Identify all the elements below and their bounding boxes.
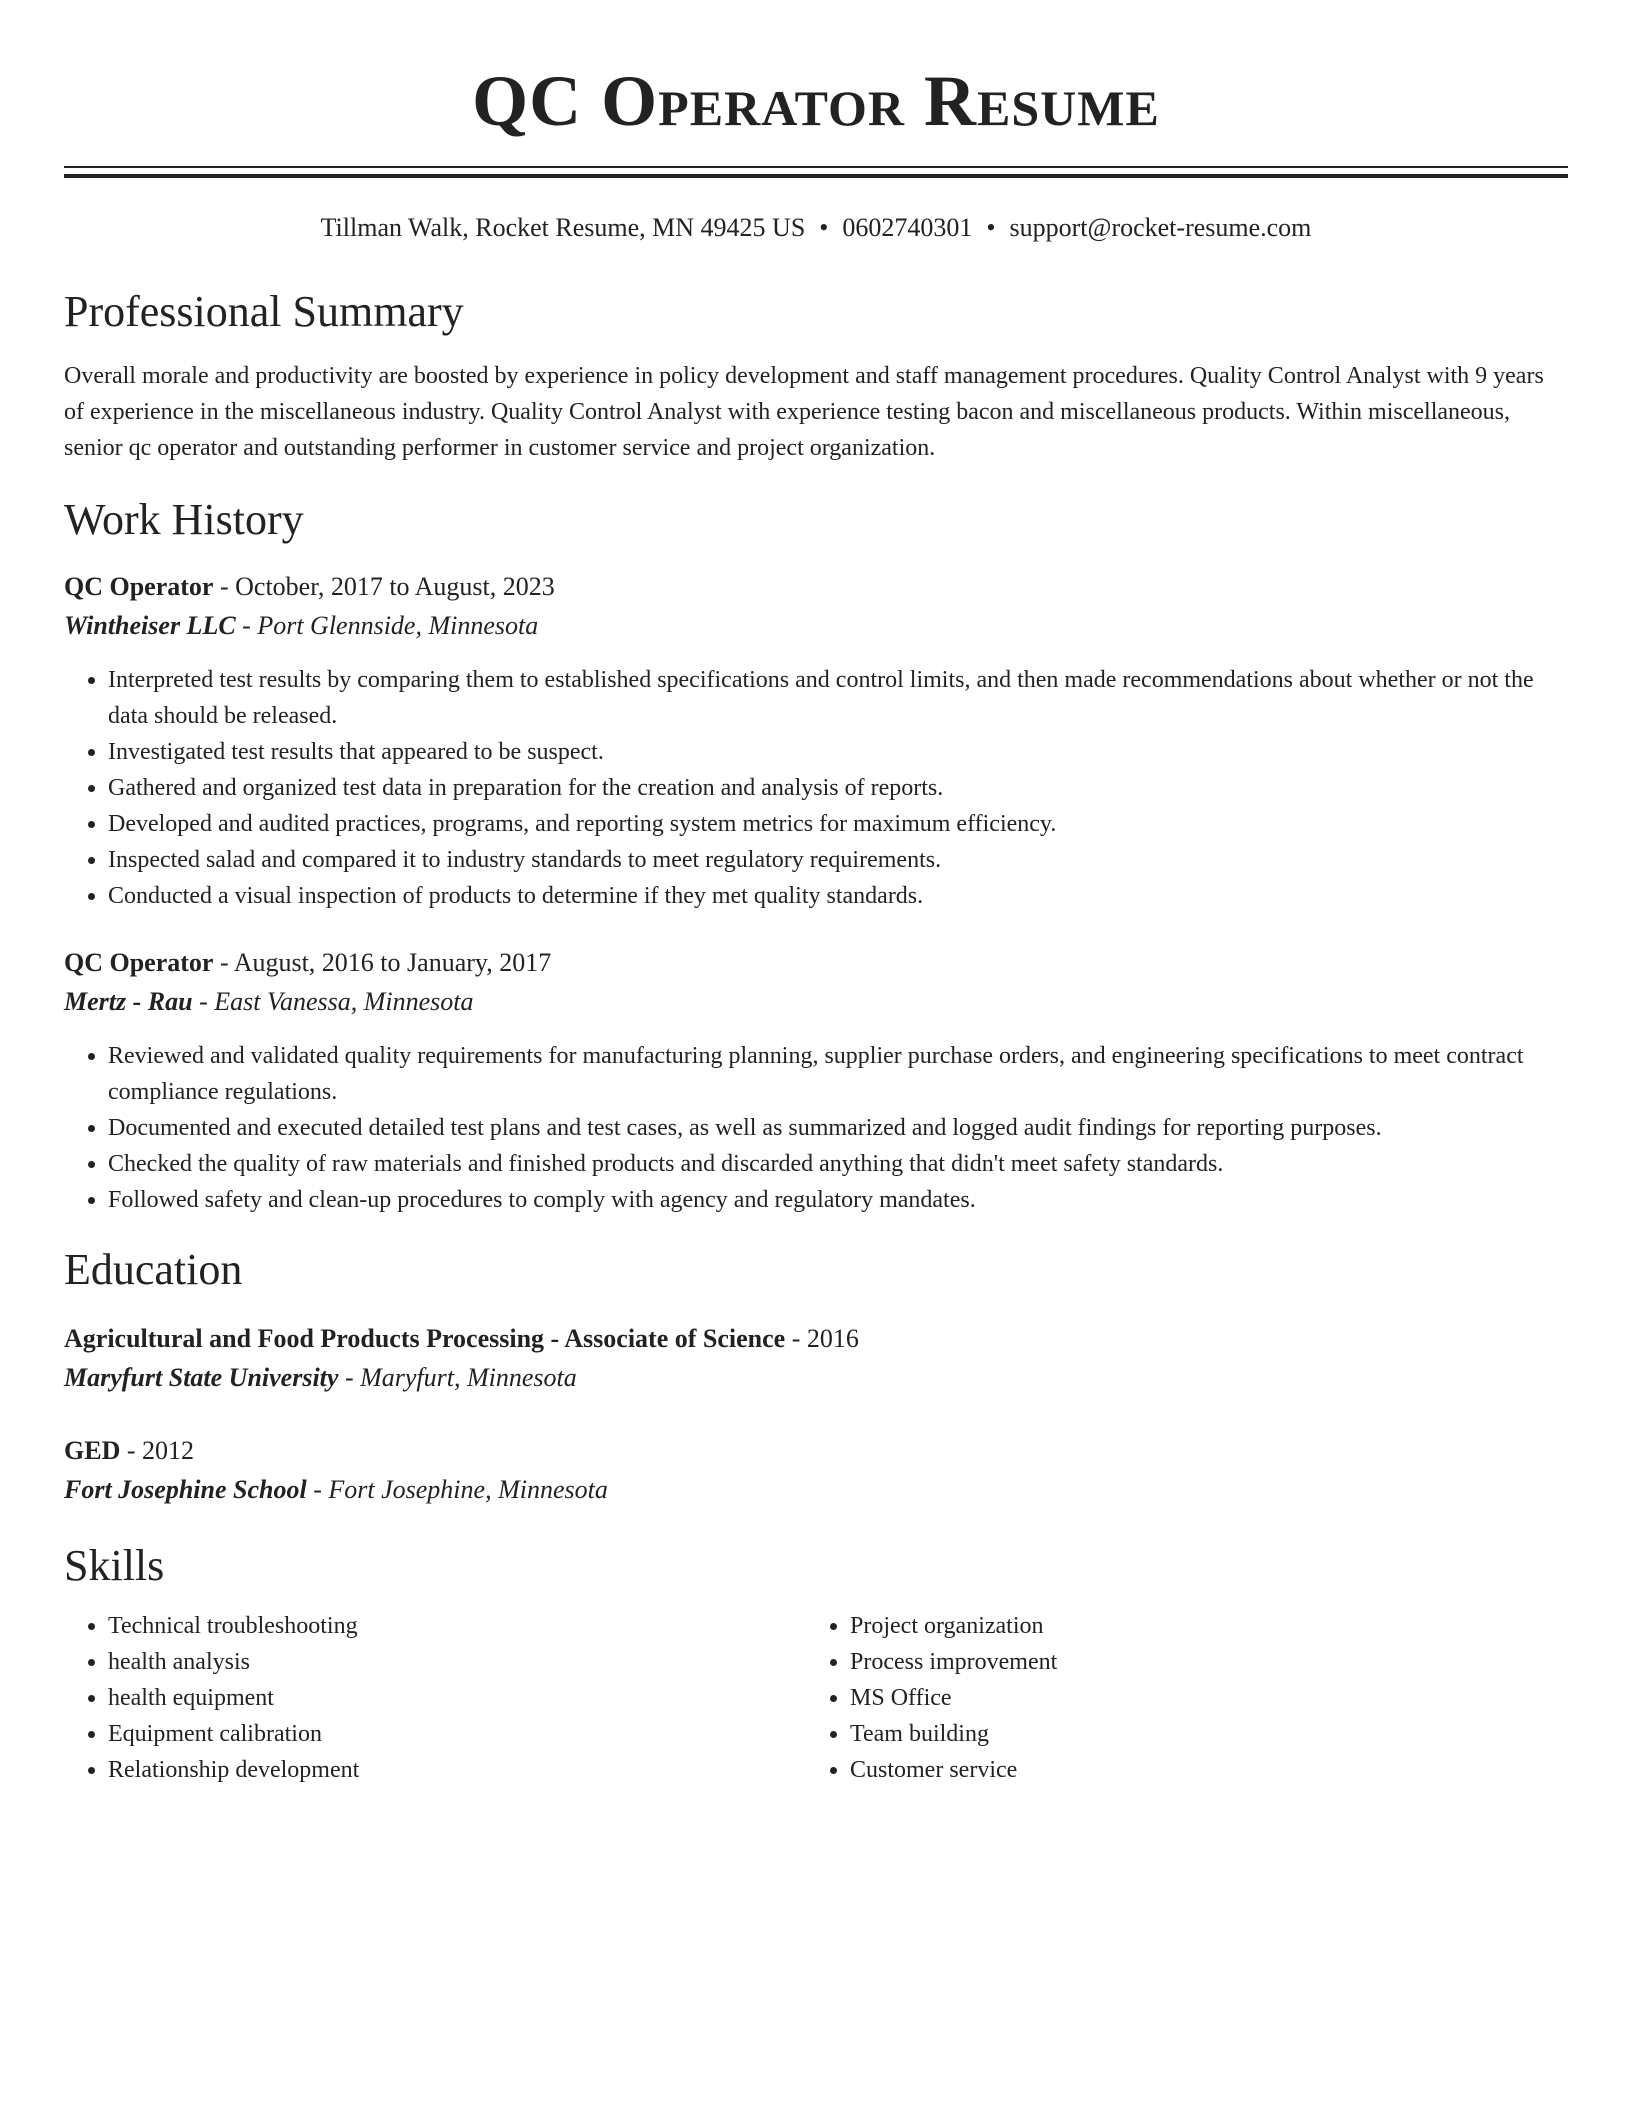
list-item: • Process improvement xyxy=(850,1644,1548,1680)
section-heading-education: Education xyxy=(64,1245,243,1294)
list-item: • health equipment xyxy=(108,1680,806,1716)
job-title: QC Operator xyxy=(64,948,214,977)
job-bullets xyxy=(64,662,1568,914)
contact-address: Tillman Walk, Rocket Resume, MN 49425 US xyxy=(320,213,806,242)
list-item: • Inspected salad and compared it to industry standards to meet regulatory requirements. xyxy=(108,842,1568,878)
education-degree-line xyxy=(64,1432,1568,1470)
education-degree: GED xyxy=(64,1436,121,1465)
job-title: QC Operator xyxy=(64,572,214,601)
education-entry xyxy=(64,1432,1568,1510)
education-year: - 2016 xyxy=(785,1324,859,1353)
job-dates: - August, 2016 to January, 2017 xyxy=(213,948,552,977)
job-company: Wintheiser LLC xyxy=(64,611,236,640)
list-item: • Customer service xyxy=(850,1752,1548,1788)
contact-separator: • xyxy=(986,213,996,242)
education-school: Maryfurt State University xyxy=(64,1363,339,1392)
job-company: Mertz - Rau xyxy=(64,987,193,1016)
list-item: • Checked the quality of raw materials and finished products and discarded anything that didn't meet safety standards. xyxy=(108,1146,1568,1182)
list-item: • Documented and executed detailed test plans and test cases, as well as summarized and logged audit findings for reporting purposes. xyxy=(108,1110,1568,1146)
list-item: • Interpreted test results by comparing them to established specifications and control limits, and then made recommendations about whether or not the data should be released. xyxy=(108,662,1568,734)
job-company-line xyxy=(64,982,1568,1022)
list-item: • Technical troubleshooting xyxy=(108,1608,806,1644)
education-location: - Fort Josephine, Minnesota xyxy=(306,1475,608,1504)
education-year: - 2012 xyxy=(120,1436,195,1465)
list-item: • Project organization xyxy=(850,1608,1548,1644)
section-heading-work-history: Work History xyxy=(64,495,304,544)
contact-separator: • xyxy=(819,213,829,242)
list-item: • health analysis xyxy=(108,1644,806,1680)
title-divider xyxy=(64,166,1568,178)
education-degree-line xyxy=(64,1320,1568,1358)
job-location: - Port Glennside, Minnesota xyxy=(235,611,539,640)
list-item: • Relationship development xyxy=(108,1752,806,1788)
page-title: QC Operator Resume xyxy=(472,61,1160,141)
list-item: • Followed safety and clean-up procedures to comply with agency and regulatory mandates. xyxy=(108,1182,1568,1218)
list-item: • MS Office xyxy=(850,1680,1548,1716)
list-item: • Equipment calibration xyxy=(108,1716,806,1752)
job-title-line xyxy=(64,568,1568,606)
education-degree: Agricultural and Food Products Processing - Associate of Science xyxy=(64,1324,786,1353)
section-heading-summary: Professional Summary xyxy=(64,287,464,336)
list-item: • Investigated test results that appeared to be suspect. xyxy=(108,734,1568,770)
skills-list-left xyxy=(64,1608,806,1788)
list-item: • Gathered and organized test data in preparation for the creation and analysis of reports. xyxy=(108,770,1568,806)
job-bullets xyxy=(64,1038,1568,1218)
education-school: Fort Josephine School xyxy=(64,1475,307,1504)
list-item: • Developed and audited practices, programs, and reporting system metrics for maximum efficiency. xyxy=(108,806,1568,842)
skills-columns xyxy=(64,1608,1568,1788)
contact-phone: 0602740301 xyxy=(842,213,973,242)
job-dates: - October, 2017 to August, 2023 xyxy=(213,572,555,601)
summary-text: Overall morale and productivity are boosted by experience in policy development and staff management procedures. Quality Control Analyst with 9 years of experience in the miscellaneous industry. Quality Control Analyst with experience testing bacon and miscellaneous products. Within miscellaneous, senior qc operator and outstanding performer in customer service and project organization. xyxy=(64,363,1544,461)
education-entry xyxy=(64,1320,1568,1398)
skills-list-right xyxy=(806,1608,1548,1788)
contact-email: support@rocket-resume.com xyxy=(1009,213,1312,242)
list-item: • Conducted a visual inspection of products to determine if they met quality standards. xyxy=(108,878,1568,914)
education-school-line xyxy=(64,1358,1568,1398)
list-item: • Team building xyxy=(850,1716,1548,1752)
contact-line xyxy=(64,212,1568,244)
list-item: • Reviewed and validated quality requirements for manufacturing planning, supplier purchase orders, and engineering specifications to meet contract compliance regulations. xyxy=(108,1038,1568,1110)
education-school-line xyxy=(64,1470,1568,1510)
education-location: - Maryfurt, Minnesota xyxy=(338,1363,577,1392)
job-entry xyxy=(64,944,1568,1218)
job-company-line xyxy=(64,606,1568,646)
job-title-line xyxy=(64,944,1568,982)
job-entry xyxy=(64,568,1568,914)
section-heading-skills: Skills xyxy=(64,1541,165,1590)
job-location: - East Vanessa, Minnesota xyxy=(192,987,474,1016)
